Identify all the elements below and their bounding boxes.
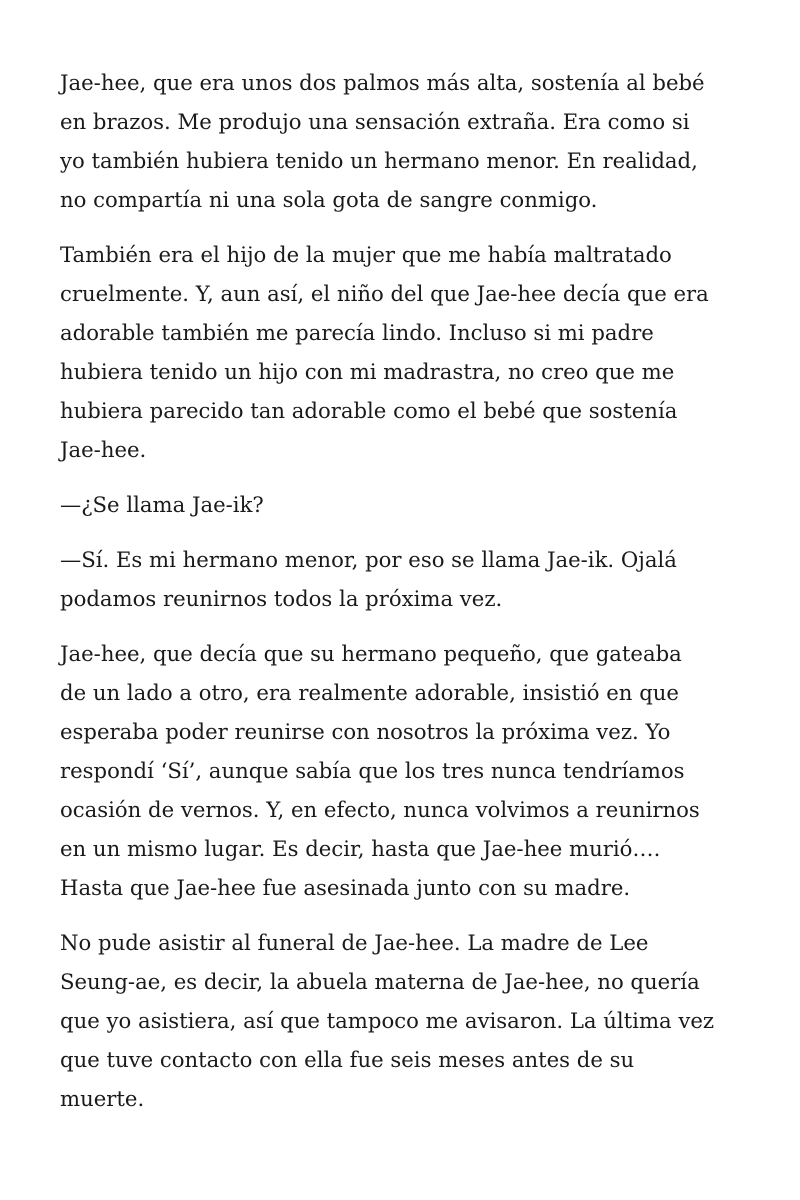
text-line: hubiera tenido un hijo con mi madrastra, no creo que me bbox=[60, 359, 675, 384]
paragraph-4 bbox=[60, 540, 750, 618]
text-line: Jae-hee, que era unos dos palmos más alta, sostenía al bebé bbox=[60, 70, 705, 95]
text-line: Seung-ae, es decir, la abuela materna de Jae-hee, no quería bbox=[60, 969, 700, 994]
text-line: yo también hubiera tenido un hermano menor. En realidad, bbox=[60, 148, 698, 173]
text-line: que tuve contacto con ella fue seis meses antes de su bbox=[60, 1047, 635, 1072]
text-line: no compartía ni una sola gota de sangre conmigo. bbox=[60, 187, 598, 212]
paragraph-5 bbox=[60, 634, 750, 907]
text-line: en brazos. Me produjo una sensación extraña. Era como si bbox=[60, 109, 690, 134]
text-line: de un lado a otro, era realmente adorable, insistió en que bbox=[60, 680, 679, 705]
text-line: adorable también me parecía lindo. Incluso si mi padre bbox=[60, 320, 654, 345]
text-line: No pude asistir al funeral de Jae-hee. La madre de Lee bbox=[60, 930, 649, 955]
text-line: respondí ‘Sí’, aunque sabía que los tres nunca tendríamos bbox=[60, 758, 685, 783]
text-line: —¿Se llama Jae-ik? bbox=[60, 492, 264, 517]
text-line: esperaba poder reunirse con nosotros la próxima vez. Yo bbox=[60, 719, 671, 744]
document-page bbox=[60, 63, 750, 1134]
text-line: en un mismo lugar. Es decir, hasta que Jae-hee murió…. bbox=[60, 836, 661, 861]
paragraph-1 bbox=[60, 63, 750, 219]
text-line: ocasión de vernos. Y, en efecto, nunca volvimos a reunirnos bbox=[60, 797, 700, 822]
paragraph-3 bbox=[60, 485, 750, 524]
text-line: Jae-hee, que decía que su hermano pequeño, que gateaba bbox=[60, 641, 682, 666]
text-line: cruelmente. Y, aun así, el niño del que Jae-hee decía que era bbox=[60, 281, 709, 306]
text-line: Hasta que Jae-hee fue asesinada junto con su madre. bbox=[60, 875, 631, 900]
text-line: —Sí. Es mi hermano menor, por eso se llama Jae-ik. Ojalá bbox=[60, 547, 677, 572]
text-line: hubiera parecido tan adorable como el bebé que sostenía bbox=[60, 398, 678, 423]
text-line: También era el hijo de la mujer que me había maltratado bbox=[60, 242, 672, 267]
text-line: muerte. bbox=[60, 1086, 145, 1111]
text-line: podamos reunirnos todos la próxima vez. bbox=[60, 586, 503, 611]
paragraph-2 bbox=[60, 235, 750, 469]
text-line: Jae-hee. bbox=[60, 437, 147, 462]
paragraph-6 bbox=[60, 923, 750, 1118]
text-line: que yo asistiera, así que tampoco me avisaron. La última vez bbox=[60, 1008, 715, 1033]
